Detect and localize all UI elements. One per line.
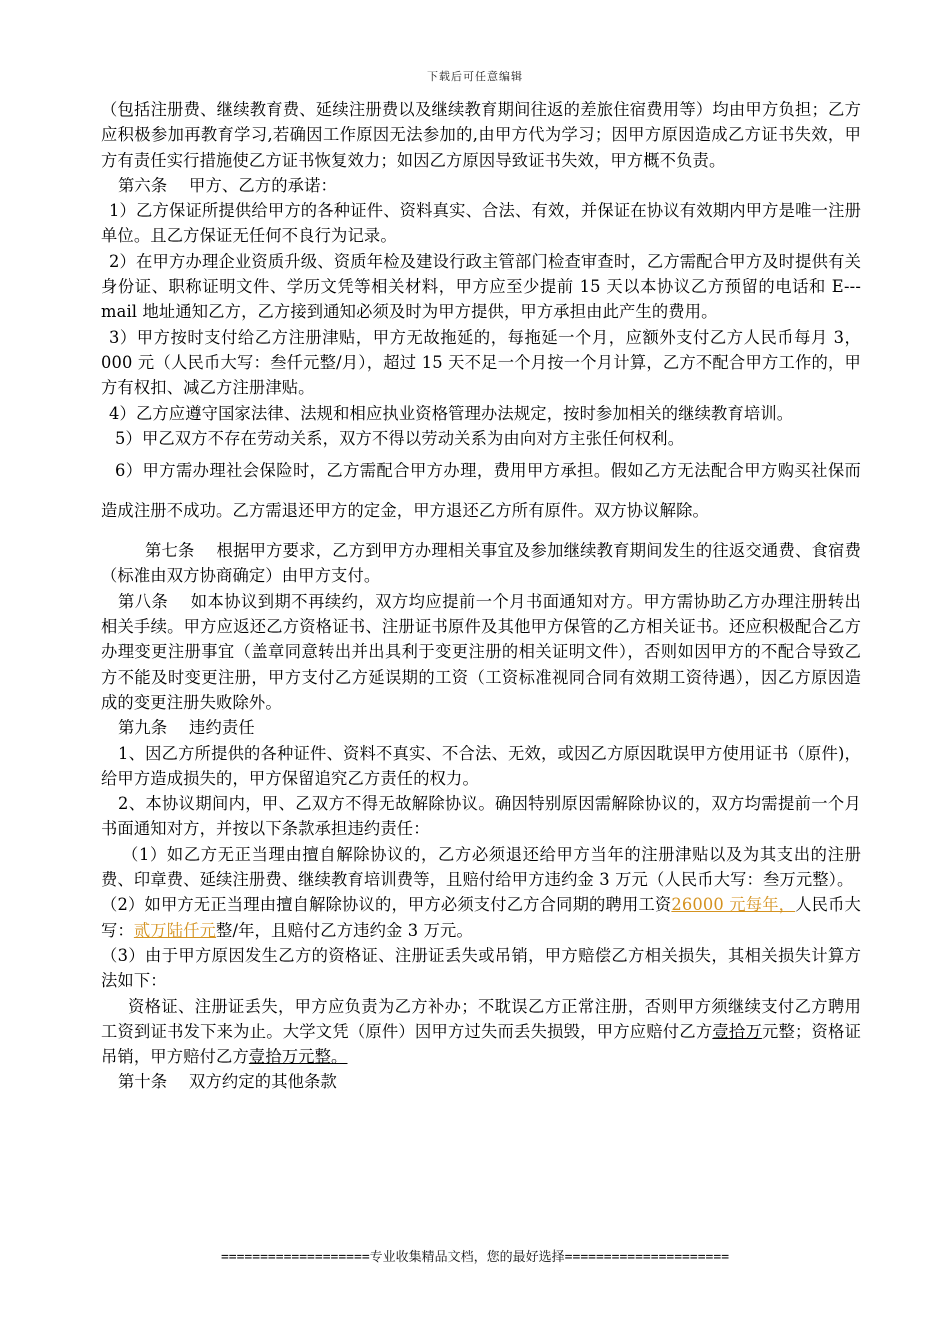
article-6-title: 第六条 甲方、乙方的承诺： (118, 175, 337, 195)
loss-text-c: 元整；资格证吊销，甲方赔付乙方 (101, 1021, 862, 1067)
article-6-item-3: 3）甲方按时支付给乙方注册津贴，甲方无故拖延的，每拖延一个月，应额外支付乙方人民币每月 3，000 元（人民币大写：叁仟元整/月），超过 15 天不足一个月按一个月计算，乙方不配合甲方工作的，甲方有权扣、减乙方注册津贴。 (101, 327, 861, 398)
article-6-item-4: 4）乙方应遵守国家法律、法规和相应执业资格管理办法规定，按时参加相关的继续教育培训。 (109, 403, 794, 423)
loss-calculation (101, 994, 861, 1070)
article-6-item-1: 1）乙方保证所提供给甲方的各种证件、资料真实、合法、有效，并保证在协议有效期内甲方是唯一注册单位。且乙方保证无任何不良行为记录。 (101, 201, 861, 246)
article-6-item-2: 2）在甲方办理企业资质升级、资质年检及建设行政主管部门检查审查时，乙方需配合甲方及时提供有关身份证、职称证明文件、学历文凭等相关材料，甲方应至少提前 15 天以本协议乙方预留的电话和 E---mail 地址通知乙方，乙方接到通知必须及时为甲方提供，甲方承担由此产生的费用。 (101, 251, 861, 322)
page-header: 下载后可任意编辑 (427, 70, 523, 83)
annual-salary-uppercase: 贰万陆仟元 (133, 920, 217, 940)
article-10-title: 第十条 双方约定的其他条款 (118, 1072, 337, 1092)
article-8: 第八条 如本协议到期不再续约，双方均应提前一个月书面通知对方。甲方需协助乙方办理注册转出相关手续。甲方应返还乙方资格证书、注册证书原件及其他甲方保管的乙方相关证书。还应积极配合乙方办理变更注册事宜（盖章同意转出并出具利于变更注册的相关证明文件），否则如因甲方的不配合导致乙方不能及时变更注册，甲方支付乙方延误期的工资（工资标准视同合同有效期工资待遇），因乙方原因造成的变更注册失败除外。 (101, 591, 861, 712)
clause-2-2-text-c: 人民币大写： (101, 895, 861, 940)
annual-salary-amount: 26000 元每年， (671, 895, 796, 915)
revocation-compensation-amount: 壹拾万元整。 (248, 1047, 348, 1067)
article-9-clause-1: 1、因乙方所提供的各种证件、资料不真实、不合法、无效，或因乙方原因耽误甲方使用证书（原件)，给甲方造成损失的，甲方保留追究乙方责任的权力。 (101, 743, 861, 788)
page-footer: ===================专业收集精品文档，您的最好选择===================== (220, 1250, 730, 1265)
clause-2-2-text-e: 整/年，且赔付乙方违约金 3 万元。 (216, 920, 473, 940)
article-6-item-5: 5）甲乙双方不存在劳动关系，双方不得以劳动关系为由向对方主张任何权利。 (115, 428, 685, 448)
article-6-item-6: 6）甲方需办理社会保险时，乙方需配合甲方办理，费用甲方承担。假如乙方无法配合甲方购买社保而造成注册不成功。乙方需退还甲方的定金，甲方退还乙方所有原件。双方协议解除。 (101, 461, 861, 521)
article-7: 第七条 根据甲方要求，乙方到甲方办理相关事宜及参加继续教育期间发生的往返交通费、食宿费（标准由双方协商确定）由甲方支付。 (101, 541, 861, 586)
article-9-clause-2: 2、本协议期间内，甲、乙双方不得无故解除协议。确因特别原因需解除协议的，双方均需提前一个月书面通知对方，并按以下条款承担违约责任： (101, 794, 861, 839)
clause-2-2-text-a: （2）如甲方无正当理由擅自解除协议的，甲方必须支付乙方合同期的聘用工资 (101, 895, 672, 915)
article-9-clause-2-1: （1）如乙方无正当理由擅自解除协议的，乙方必须退还给甲方当年的注册津贴以及为其支出的注册费、印章费、延续注册费、继续教育培训费等，且赔付给甲方违约金 3 万元（人民币大写：叁万元整）。 (101, 844, 861, 890)
article-9-title: 第九条 违约责任 (118, 718, 255, 738)
document-body (101, 97, 861, 1095)
paragraph-education-fees: （包括注册费、继续教育费、延续注册费以及继续教育期间往返的差旅住宿费用等）均由甲方负担；乙方应积极参加再教育学习,若确因工作原因无法参加的,由甲方代为学习；因甲方原因造成乙方证书失效，甲方有责任实行措施使乙方证书恢复效力；如因乙方原因导致证书失效，甲方概不负责。 (101, 100, 861, 170)
loss-text-a: 资格证、注册证丢失，甲方应负责为乙方补办；不耽误乙方正常注册，否则甲方须继续支付乙方聘用工资到证书发下来为止。大学文凭（原件）因甲方过失而丢失损毁，甲方应赔付乙方 (101, 996, 861, 1041)
article-9-clause-2-2 (101, 892, 861, 943)
diploma-compensation-amount: 壹拾万 (712, 1021, 762, 1041)
article-9-clause-2-3: （3）由于甲方原因发生乙方的资格证、注册证丢失或吊销，甲方赔偿乙方相关损失，其相关损失计算方法如下： (101, 945, 861, 991)
